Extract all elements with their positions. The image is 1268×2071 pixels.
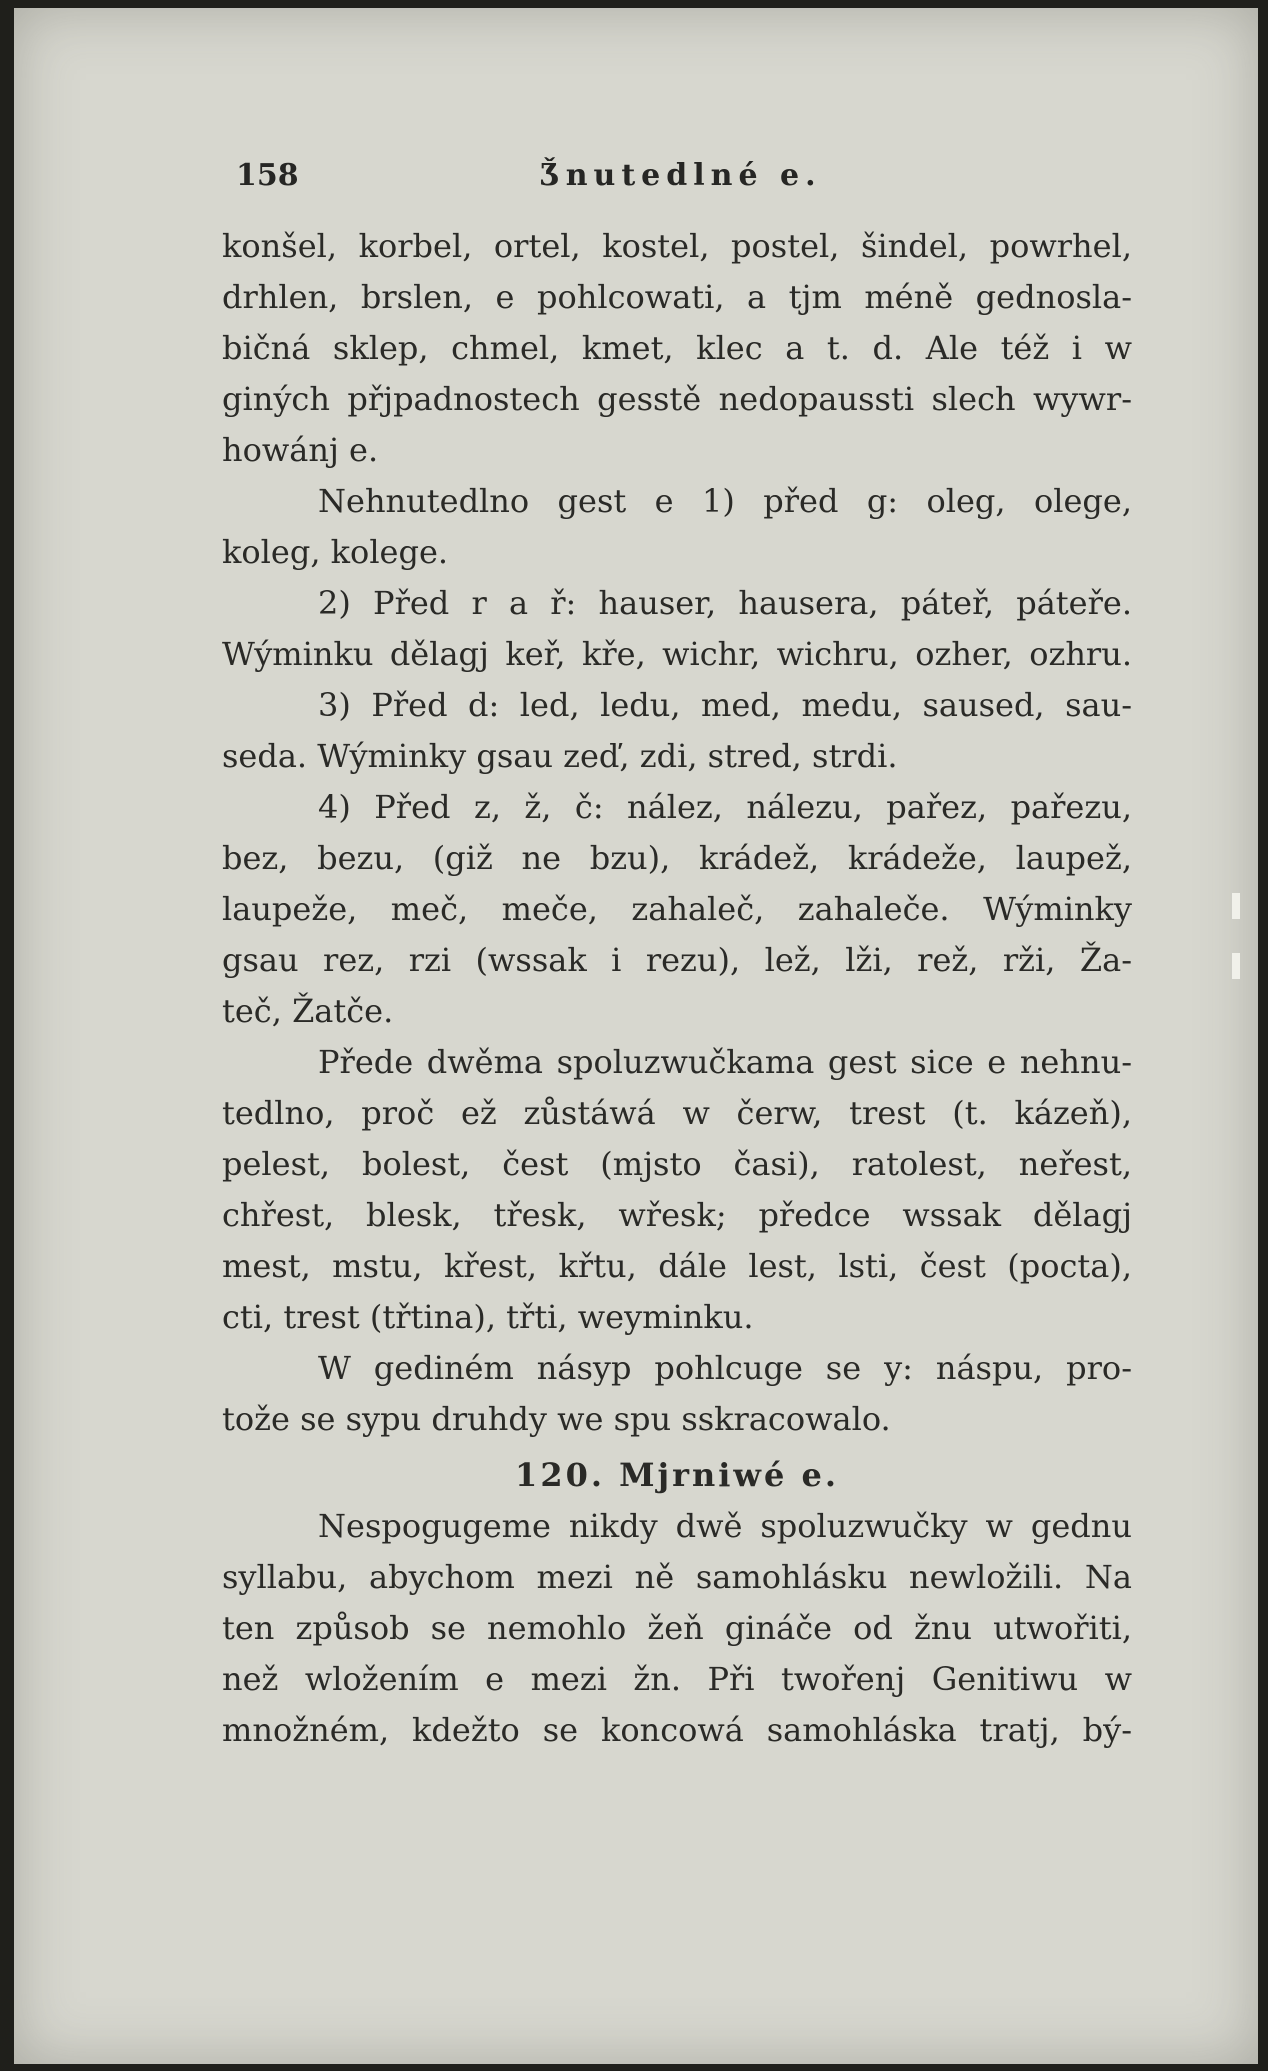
text-line: seda. Wýminky gsau zeď, zdi, stred, strdi. [222, 737, 898, 775]
text-line: množném, kdežto se koncowá samohláska tratj, bý- [222, 1711, 1132, 1749]
text-line: mest, mstu, křest, křtu, dále lest, lsti, čest (pocta), [222, 1247, 1132, 1285]
text-line: bičná sklep, chmel, kmet, klec a t. d. Ale též i w [222, 329, 1132, 367]
section-number: 120. [515, 1456, 605, 1494]
paragraph [222, 1501, 1132, 1756]
text-line: giných přjpadnostech gesstě nedopaussti slech wywr- [222, 380, 1132, 418]
text-line: tedlno, proč ež zůstáwá w čerw, trest (t. kázeň), [222, 1094, 1132, 1132]
page-number: 158 [236, 158, 299, 193]
paragraph [222, 1037, 1132, 1343]
text-line: gsau rez, rzi (wssak i rezu), lež, lži, rež, rži, Ža- [222, 941, 1132, 979]
text-line: drhlen, brslen, e pohlcowati, a tjm méně gednosla- [222, 278, 1132, 316]
paragraph [222, 1343, 1132, 1445]
paragraph [222, 221, 1132, 476]
section-heading [222, 1450, 1132, 1501]
running-title: Ǯnutedlné e. [540, 158, 822, 193]
text-line: Wýminku dělagj keř, kře, wichr, wichru, ozher, ozhru. [222, 635, 1132, 673]
text-line: konšel, korbel, ortel, kostel, postel, šindel, powrhel, [222, 227, 1132, 265]
text-line: syllabu, abychom mezi ně samohlásku newložili. Na [222, 1558, 1132, 1596]
text-line: bez, bezu, (giž ne bzu), krádež, krádeže, laupež, [222, 839, 1132, 877]
text-line: teč, Žatče. [222, 992, 394, 1030]
paragraph [222, 782, 1132, 1037]
section-title: Mjrniwé e. [619, 1456, 839, 1494]
text-line: Přede dwěma spoluzwučkama gest sice e nehnu- [318, 1043, 1132, 1081]
paragraph [222, 578, 1132, 680]
text-line: 4) Před z, ž, č: nález, nálezu, pařez, pařezu, [318, 788, 1132, 826]
text-line: cti, trest (třtina), třti, weyminku. [222, 1298, 754, 1336]
text-line: W gediném násyp pohlcuge se y: náspu, pro- [318, 1349, 1132, 1387]
text-line: chřest, blesk, třesk, wřesk; předce wssak dělagj [222, 1196, 1132, 1234]
text-line: tože se sypu druhdy we spu sskracowalo. [222, 1400, 891, 1438]
body-text [222, 221, 1132, 1756]
page-edge-mark [1232, 893, 1240, 919]
scanned-page [14, 8, 1258, 2064]
text-line: koleg, kolege. [222, 533, 449, 571]
text-line: pelest, bolest, čest (mjsto časi), ratolest, neřest, [222, 1145, 1132, 1183]
text-line: ten způsob se nemohlo žeň gináče od žnu utwořiti, [222, 1609, 1132, 1647]
text-line: než wložením e mezi žn. Při twořenj Genitiwu w [222, 1660, 1132, 1698]
text-line: Nehnutedlno gest e 1) před g: oleg, olege, [318, 482, 1132, 520]
page-edge-mark [1232, 953, 1240, 979]
page-header [222, 158, 1122, 202]
text-line: laupeže, meč, meče, zahaleč, zahaleče. Wýminky [222, 890, 1132, 928]
text-line: Nespogugeme nikdy dwě spoluzwučky w gednu [318, 1507, 1132, 1545]
paragraph [222, 476, 1132, 578]
text-line: 3) Před d: led, ledu, med, medu, saused, sau- [318, 686, 1132, 724]
text-line: 2) Před r a ř: hauser, hausera, páteř, páteře. [318, 584, 1132, 622]
paragraph [222, 680, 1132, 782]
text-line: howánj e. [222, 431, 379, 469]
